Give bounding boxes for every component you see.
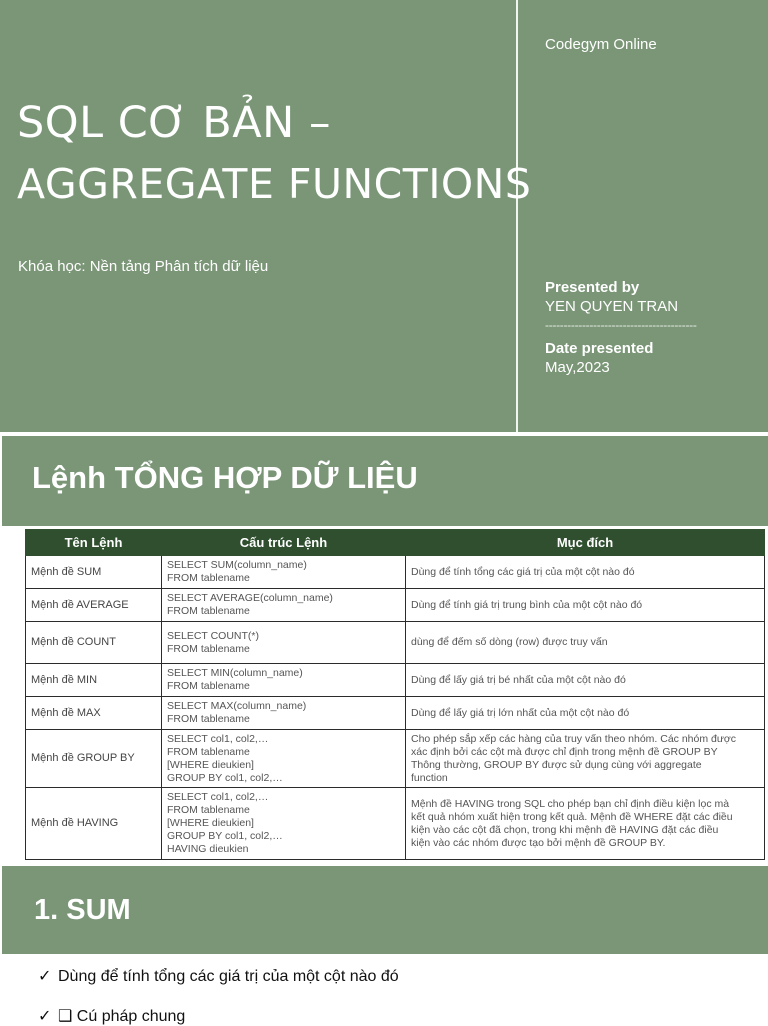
sum-slide-heading: 1. SUM (34, 894, 131, 926)
bullet-text: ❑ Cú pháp chung (58, 1008, 186, 1025)
command-syntax-cell (162, 664, 406, 697)
date-value: May,2023 (545, 359, 610, 376)
syntax-line: SELECT SUM(column_name) (167, 559, 307, 571)
command-name-cell: Mệnh đề HAVING (26, 788, 162, 860)
column-header-purpose: Mục đích (406, 530, 765, 556)
table-header-row (26, 530, 765, 556)
command-syntax-cell (162, 556, 406, 589)
purpose-line: Cho phép sắp xếp các hàng của truy vấn theo nhóm. Các nhóm được (411, 732, 737, 745)
syntax-line: GROUP BY col1, col2,… (167, 771, 283, 784)
purpose-line: function (411, 771, 448, 784)
syntax-line: SELECT AVERAGE(column_name) (167, 592, 333, 604)
presented-by-label: Presented by (545, 279, 640, 296)
command-name-cell: Mệnh đề MIN (26, 664, 162, 697)
syntax-line: SELECT col1, col2,… (167, 791, 269, 803)
command-name-cell: Mệnh đề GROUP BY (26, 730, 162, 788)
syntax-line: FROM tablename (167, 642, 250, 655)
purpose-line: kiện vào các cột đã chọn, trong khi mệnh đề HAVING đặt các điều (411, 823, 719, 836)
syntax-line: FROM tablename (167, 572, 250, 584)
purpose-line: kiện vào các nhóm được tạo bởi mệnh đề GROUP BY. (411, 836, 666, 849)
purpose-line: kết quả nhóm xuất hiện trong kết quả. Mệnh đề WHERE đặt các điều (411, 810, 733, 823)
table-slide-heading: Lệnh TỔNG HỢP DỮ LIỆU (32, 460, 418, 495)
syntax-line: SELECT MIN(column_name) (167, 667, 303, 679)
command-syntax-cell (162, 788, 406, 860)
syntax-line: SELECT COUNT(*) (167, 629, 259, 642)
course-subtitle: Khóa học: Nền tảng Phân tích dữ liệu (18, 258, 269, 275)
command-purpose-cell (406, 622, 765, 664)
check-icon: ✓ (38, 1008, 52, 1025)
command-name-cell: Mệnh đề COUNT (26, 622, 162, 664)
table-row (26, 788, 765, 860)
presentation-meta (545, 278, 740, 377)
command-purpose-cell (406, 556, 765, 589)
command-name-cell: Mệnh đề MAX (26, 697, 162, 730)
date-label: Date presented (545, 340, 654, 357)
command-syntax-cell (162, 622, 406, 664)
purpose-line: Dùng để tính tổng các giá trị của một cột nào đó (411, 565, 635, 578)
purpose-line: Thông thường, GROUP BY được sử dụng cùng với aggregate (411, 758, 702, 771)
syntax-line: [WHERE dieukien] (167, 817, 254, 829)
command-purpose-cell (406, 788, 765, 860)
command-syntax-cell (162, 697, 406, 730)
purpose-line: dùng để đếm số dòng (row) được truy vấn (411, 636, 608, 648)
syntax-line: FROM tablename (167, 804, 250, 816)
syntax-line: FROM tablename (167, 680, 250, 692)
syntax-line: SELECT MAX(column_name) (167, 700, 307, 712)
sum-slide-banner (2, 866, 768, 954)
syntax-line: FROM tablename (167, 605, 250, 617)
command-purpose-cell (406, 697, 765, 730)
table-row (26, 697, 765, 730)
syntax-line: FROM tablename (167, 713, 250, 725)
purpose-line: xác định bởi các cột mà được chỉ định trong mệnh đề GROUP BY (411, 745, 718, 758)
purpose-line: Dùng để lấy giá trị lớn nhất của một cột nào đó (411, 706, 630, 719)
meta-separator: ----------------------------------------- (545, 318, 697, 332)
table-row (26, 622, 765, 664)
command-syntax-cell (162, 730, 406, 788)
column-header-syntax: Cấu trúc Lệnh (162, 530, 406, 556)
title-slide (0, 0, 768, 432)
command-purpose-cell (406, 589, 765, 622)
presenter-name: YEN QUYEN TRAN (545, 298, 679, 315)
syntax-line: FROM tablename (167, 745, 250, 758)
slide-title-line-1: SQL CƠ BẢN – (17, 98, 331, 148)
table-slide-banner (2, 436, 768, 526)
table-body (26, 556, 765, 860)
command-purpose-cell (406, 664, 765, 697)
command-name-cell: Mệnh đề AVERAGE (26, 589, 162, 622)
command-name-cell: Mệnh đề SUM (26, 556, 162, 589)
purpose-line: Dùng để tính giá trị trung bình của một cột nào đó (411, 598, 643, 611)
bullet-text: Dùng để tính tổng các giá trị của một cột nào đó (58, 968, 399, 985)
divider-line (516, 0, 518, 432)
syntax-line: HAVING dieukien (167, 843, 249, 855)
brand-name: Codegym Online (545, 36, 657, 53)
table-row (26, 589, 765, 622)
purpose-line: Dùng để lấy giá trị bé nhất của một cột nào đó (411, 673, 626, 686)
aggregate-table-wrapper (25, 529, 764, 860)
table-row (26, 556, 765, 589)
command-purpose-cell (406, 730, 765, 788)
column-header-name: Tên Lệnh (26, 530, 162, 556)
syntax-line: [WHERE dieukien] (167, 758, 254, 771)
table-row (26, 664, 765, 697)
bullet-item (38, 966, 399, 986)
purpose-line: Mệnh đề HAVING trong SQL cho phép bạn chỉ định điều kiện lọc mà (411, 797, 730, 810)
check-icon: ✓ (38, 968, 52, 985)
bullet-item (38, 1006, 185, 1026)
syntax-line: GROUP BY col1, col2,… (167, 830, 283, 842)
slide-title-line-2: AGGREGATE FUNCTIONS (17, 160, 532, 208)
syntax-line: SELECT col1, col2,… (167, 732, 269, 745)
aggregate-functions-table (25, 529, 765, 860)
command-syntax-cell (162, 589, 406, 622)
table-row (26, 730, 765, 788)
